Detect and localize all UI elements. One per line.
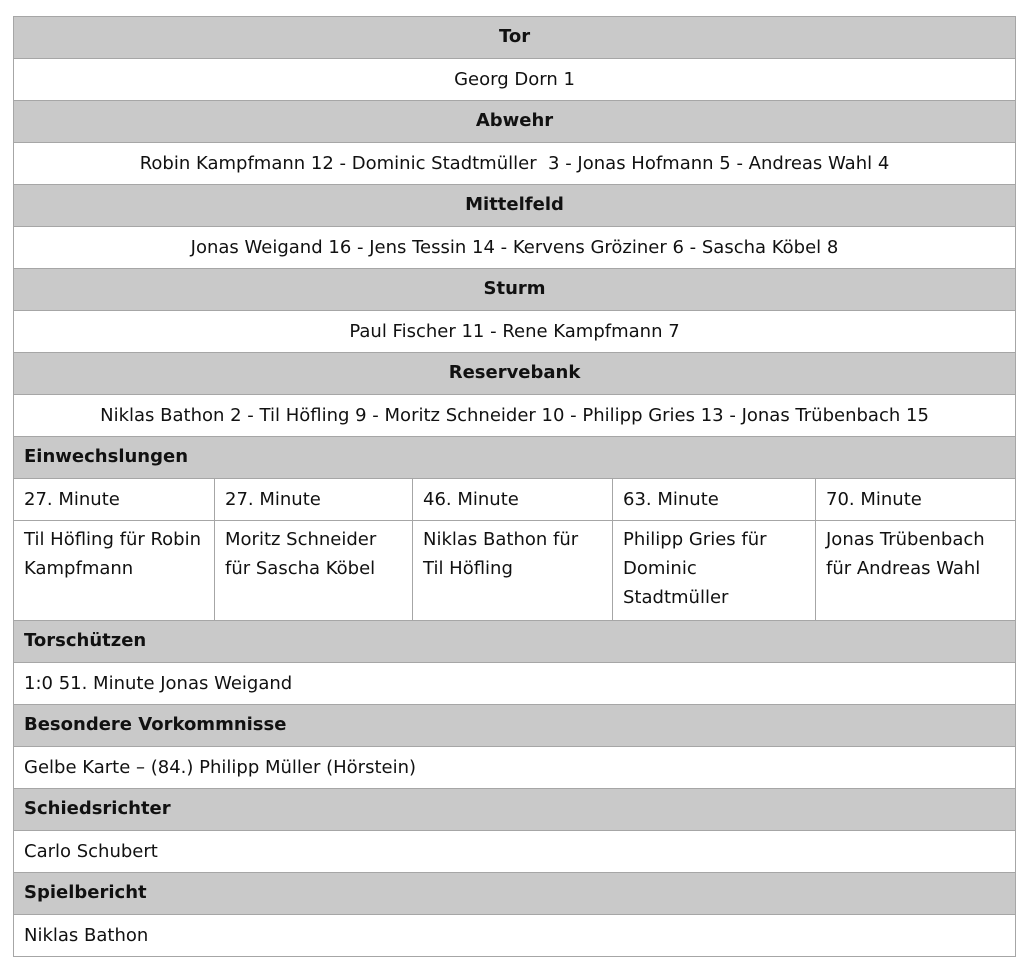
section-header-row [14,269,1016,311]
section-header-row [14,789,1016,831]
section-heading-midfield: Mittelfeld [14,185,1016,227]
section-heading-incidents: Besondere Vorkommnisse [14,705,1016,747]
bench-players: Niklas Bathon 2 - Til Höfling 9 - Moritz Schneider 10 - Philipp Gries 13 - Jonas Trübenbach 15 [14,395,1016,437]
section-value-row [14,747,1016,789]
section-heading-substitutions: Einwechslungen [14,437,1016,479]
section-header-row [14,705,1016,747]
section-heading-referee: Schiedsrichter [14,789,1016,831]
substitution-detail: Til Höfling für Robin Kampfmann [14,521,215,621]
section-heading-goalkeeper: Tor [14,17,1016,59]
section-heading-scorers: Torschützen [14,621,1016,663]
incidents-text: Gelbe Karte – (84.) Philipp Müller (Hörstein) [14,747,1016,789]
section-header-row [14,101,1016,143]
section-header-row [14,17,1016,59]
section-header-row [14,353,1016,395]
section-value-row [14,663,1016,705]
section-value-row [14,143,1016,185]
match-report-table [13,16,1016,957]
substitution-minute: 70. Minute [816,479,1016,521]
report-author-text: Niklas Bathon [14,915,1016,957]
section-header-row [14,437,1016,479]
referee-text: Carlo Schubert [14,831,1016,873]
substitution-minute: 27. Minute [14,479,215,521]
midfield-players: Jonas Weigand 16 - Jens Tessin 14 - Kervens Gröziner 6 - Sascha Köbel 8 [14,227,1016,269]
section-header-row [14,621,1016,663]
section-header-row [14,185,1016,227]
section-value-row [14,831,1016,873]
attack-players: Paul Fischer 11 - Rene Kampfmann 7 [14,311,1016,353]
substitution-detail: Niklas Bathon für Til Höfling [413,521,613,621]
section-value-row [14,227,1016,269]
substitution-detail: Philipp Gries für Dominic Stadtmüller [613,521,816,621]
section-header-row [14,873,1016,915]
substitution-detail: Moritz Schneider für Sascha Köbel [215,521,413,621]
section-value-row [14,59,1016,101]
section-heading-bench: Reservebank [14,353,1016,395]
substitution-minute: 46. Minute [413,479,613,521]
section-heading-report: Spielbericht [14,873,1016,915]
section-heading-attack: Sturm [14,269,1016,311]
section-value-row [14,311,1016,353]
section-value-row [14,395,1016,437]
substitution-minutes-row [14,479,1016,521]
substitution-minute: 27. Minute [215,479,413,521]
substitution-details-row [14,521,1016,621]
defense-players: Robin Kampfmann 12 - Dominic Stadtmüller 3 - Jonas Hofmann 5 - Andreas Wahl 4 [14,143,1016,185]
substitution-minute: 63. Minute [613,479,816,521]
section-heading-defense: Abwehr [14,101,1016,143]
goalkeeper-players: Georg Dorn 1 [14,59,1016,101]
substitution-detail: Jonas Trübenbach für Andreas Wahl [816,521,1016,621]
section-value-row [14,915,1016,957]
scorers-text: 1:0 51. Minute Jonas Weigand [14,663,1016,705]
